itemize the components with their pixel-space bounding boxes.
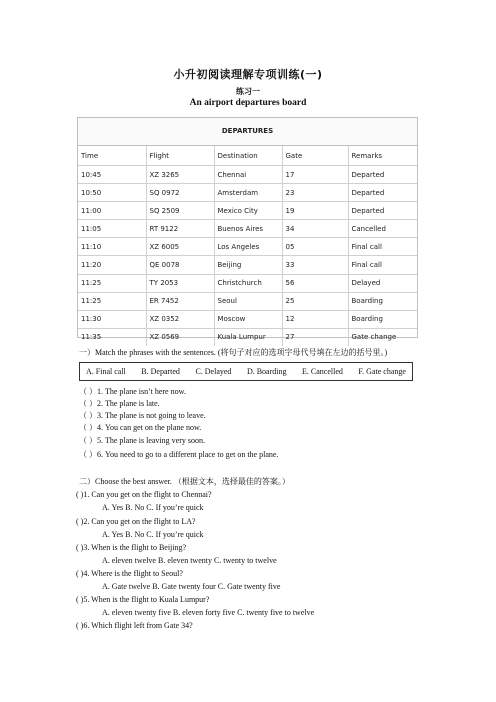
table-cell: 11:20 xyxy=(78,256,146,274)
table-cell: 11:25 xyxy=(78,274,146,292)
table-cell: Boarding xyxy=(348,310,417,328)
table-cell: Christchurch xyxy=(214,274,282,292)
table-header-row xyxy=(78,146,417,166)
section-title: An airport departures board xyxy=(189,98,307,108)
options-box xyxy=(79,362,413,381)
match-item: （ ）4. You can get on the plane now. xyxy=(79,423,202,432)
match-item: （ ）6. You need to go to a different place to get on the plane. xyxy=(79,450,279,459)
table-cell: XZ 0569 xyxy=(146,328,214,346)
table-cell: XZ 3265 xyxy=(146,166,214,184)
table-cell: Departed xyxy=(348,166,417,184)
table-cell: 11:35 xyxy=(78,328,146,346)
table-cell: 11:10 xyxy=(78,238,146,256)
column-header: Destination xyxy=(214,146,282,166)
table-cell: Boarding xyxy=(348,292,417,310)
board-header: DEPARTURES xyxy=(78,118,417,146)
option-item: E. Cancelled xyxy=(302,367,343,376)
match-item: （ ）2. The plane is late. xyxy=(79,399,160,408)
option-item: B. Departed xyxy=(141,367,180,376)
table-cell: 11:05 xyxy=(78,220,146,238)
table-cell: 23 xyxy=(282,184,348,202)
table-cell: 11:25 xyxy=(78,292,146,310)
table-cell: 33 xyxy=(282,256,348,274)
table-cell: Chennai xyxy=(214,166,282,184)
question: ( )6. Which flight left from Gate 34? xyxy=(76,621,193,630)
table-cell: Moscow xyxy=(214,310,282,328)
page-title: 小升初阅读理解专项训练(一) xyxy=(173,68,323,81)
table-cell: QE 0078 xyxy=(146,256,214,274)
table-row xyxy=(78,220,417,238)
table-cell: SQ 0972 xyxy=(146,184,214,202)
table-cell: Final call xyxy=(348,238,417,256)
table-cell: Cancelled xyxy=(348,220,417,238)
answer-options: A. Yes B. No C. If you’re quick xyxy=(102,530,204,539)
table-cell: 05 xyxy=(282,238,348,256)
column-header: Time xyxy=(78,146,146,166)
column-header: Gate xyxy=(282,146,348,166)
table-cell: RT 9122 xyxy=(146,220,214,238)
table-cell: 11:00 xyxy=(78,202,146,220)
table-row xyxy=(78,256,417,274)
option-item: C. Delayed xyxy=(195,367,232,376)
table-cell: Seoul xyxy=(214,292,282,310)
table-cell: SQ 2509 xyxy=(146,202,214,220)
table-cell: Beijing xyxy=(214,256,282,274)
table-cell: XZ 0352 xyxy=(146,310,214,328)
table-cell: 10:50 xyxy=(78,184,146,202)
table-cell: 19 xyxy=(282,202,348,220)
departures-table xyxy=(78,146,417,346)
table-row xyxy=(78,274,417,292)
table-cell: 27 xyxy=(282,328,348,346)
table-row xyxy=(78,166,417,184)
table-body xyxy=(78,166,417,346)
table-row xyxy=(78,238,417,256)
table-cell: Final call xyxy=(348,256,417,274)
question: ( )2. Can you get on the flight to LA? xyxy=(76,517,196,526)
table-cell: 10:45 xyxy=(78,166,146,184)
option-item: F. Gate change xyxy=(358,367,406,376)
answer-options: A. Gate twelve B. Gate twenty four C. Gate twenty five xyxy=(102,582,281,591)
part1-instruction: 一）Match the phrases with the sentences. (将句子对应的选项字母代号填在左边的括号里。) xyxy=(79,348,388,357)
table-row xyxy=(78,328,417,346)
table-cell: Delayed xyxy=(348,274,417,292)
question: ( )1. Can you get on the flight to Chennai? xyxy=(76,490,212,499)
match-item: （ ）5. The plane is leaving very soon. xyxy=(79,436,205,445)
table-cell: TY 2053 xyxy=(146,274,214,292)
table-cell: 25 xyxy=(282,292,348,310)
question: ( )3. When is the flight to Beijing? xyxy=(76,543,187,552)
table-cell: 11:30 xyxy=(78,310,146,328)
table-cell: XZ 6005 xyxy=(146,238,214,256)
departures-board xyxy=(77,117,418,342)
table-cell: 34 xyxy=(282,220,348,238)
table-row xyxy=(78,310,417,328)
table-cell: Buenos Aires xyxy=(214,220,282,238)
answer-options: A. eleven twelve B. eleven twenty C. twenty to twelve xyxy=(102,556,277,565)
table-cell: Los Angeles xyxy=(214,238,282,256)
table-row xyxy=(78,202,417,220)
table-cell: Departed xyxy=(348,184,417,202)
table-cell: 56 xyxy=(282,274,348,292)
match-item: （ ）3. The plane is not going to leave. xyxy=(79,411,206,420)
question: ( )5. When is the flight to Kuala Lumpur? xyxy=(76,595,210,604)
answer-options: A. Yes B. No C. If you’re quick xyxy=(102,503,204,512)
table-cell: ER 7452 xyxy=(146,292,214,310)
table-row xyxy=(78,292,417,310)
option-item: D. Boarding xyxy=(246,367,287,376)
exercise-subtitle: 练习一 xyxy=(236,87,260,96)
table-cell: Gate change xyxy=(351,333,397,342)
part2-instruction: 二）Choose the best answer. （根据文本，选择最佳的答案。） xyxy=(79,477,290,486)
table-cell: Kuala Lumpur xyxy=(214,328,282,346)
table-cell: Departed xyxy=(348,202,417,220)
table-cell: Mexico City xyxy=(214,202,282,220)
table-cell: Amsterdam xyxy=(214,184,282,202)
option-item: A. Final call xyxy=(86,367,126,376)
question: ( )4. Where is the flight to Seoul? xyxy=(76,569,183,578)
table-cell: 17 xyxy=(282,166,348,184)
match-item: （ ）1. The plane isn’t here now. xyxy=(79,387,186,396)
table-cell: 12 xyxy=(282,310,348,328)
table-row xyxy=(78,184,417,202)
column-header: Flight xyxy=(146,146,214,166)
column-header: Remarks xyxy=(348,146,417,166)
answer-options: A. eleven twenty five B. eleven forty five C. twenty five to twelve xyxy=(102,608,315,617)
